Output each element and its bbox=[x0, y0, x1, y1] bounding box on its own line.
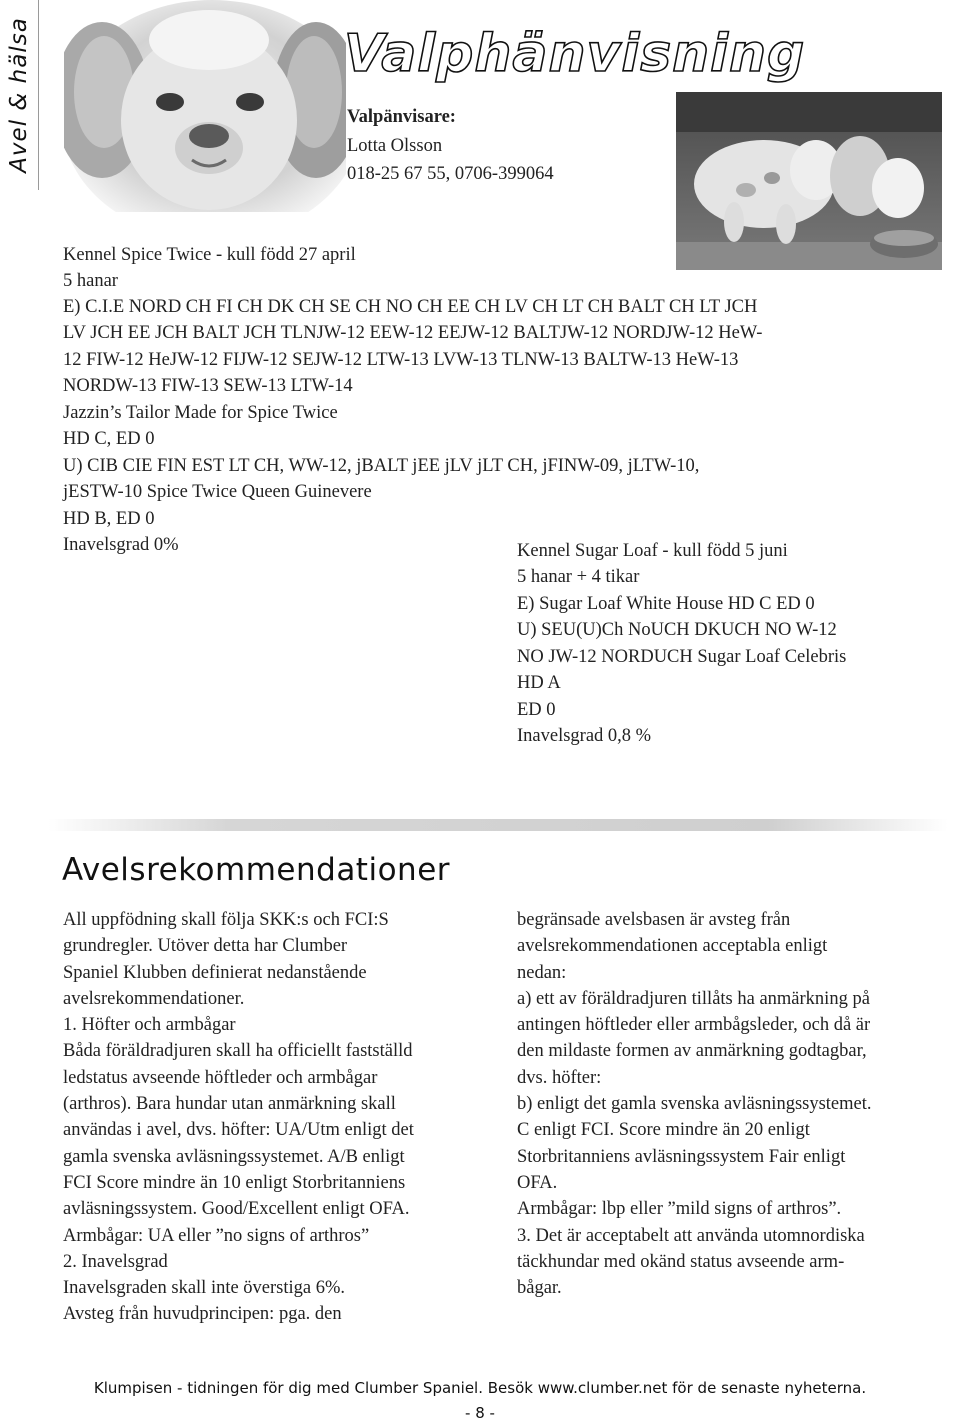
puppy-portrait-photo bbox=[64, 0, 346, 212]
litter1-line: 5 hanar bbox=[63, 271, 118, 291]
paragraph-line: användas i avel, dvs. höfter: UA/Utm enligt det bbox=[63, 1120, 414, 1141]
paragraph-line: nedan: bbox=[517, 962, 567, 983]
paragraph-line: 1. Höfter och armbågar bbox=[63, 1015, 236, 1036]
litter2-line: Inavelsgrad 0,8 % bbox=[517, 726, 652, 746]
recommendations-right-column bbox=[517, 907, 872, 1301]
litter1-line: E) C.I.E NORD CH FI CH DK CH SE CH NO CH EE CH LV CH LT CH BALT CH LT JCH bbox=[63, 297, 758, 317]
paragraph-line: avläsningssystem. Good/Excellent enligt OFA. bbox=[63, 1199, 410, 1220]
paragraph-line: Båda föräldradjuren skall ha officiellt fastställd bbox=[63, 1041, 413, 1062]
paragraph-line: Inavelsgraden skall inte överstiga 6%. bbox=[63, 1278, 346, 1299]
paragraph-line: Avsteg från huvudprincipen: pga. den bbox=[63, 1304, 342, 1325]
litter1-line: Kennel Spice Twice - kull född 27 april bbox=[63, 245, 356, 265]
paragraph-line: avelsrekommendationer. bbox=[63, 988, 245, 1009]
litter2-line: HD A bbox=[517, 673, 561, 693]
page-number: - 8 - bbox=[465, 1404, 495, 1422]
paragraph-line: FCI Score mindre än 10 enligt Storbritanniens bbox=[63, 1172, 406, 1193]
litter1-line: U) CIB CIE FIN EST LT CH, WW-12, jBALT jEE jLV jLT CH, jFINW-09, jLTW-10, bbox=[63, 456, 700, 476]
paragraph-line: täckhundar med okänd status avseende arm- bbox=[517, 1251, 845, 1272]
litter2-line: ED 0 bbox=[517, 700, 556, 720]
paragraph-line: 3. Det är acceptabelt att använda utomnordiska bbox=[517, 1225, 865, 1246]
section-divider bbox=[48, 819, 948, 831]
paragraph-line: OFA. bbox=[517, 1172, 558, 1193]
paragraph-line: (arthros). Bara hundar utan anmärkning skall bbox=[63, 1094, 396, 1115]
paragraph-line: All uppfödning skall följa SKK:s och FCI:S bbox=[63, 910, 389, 930]
litter1-line: NORDW-13 FIW-13 SEW-13 LTW-14 bbox=[63, 376, 353, 396]
litter1-line: Jazzin’s Tailor Made for Spice Twice bbox=[63, 403, 338, 423]
contact-phone: 018-25 67 55, 0706-399064 bbox=[347, 164, 554, 184]
section-title: Avelsrekommendationer bbox=[62, 852, 451, 888]
paragraph-line: grundregler. Utöver detta har Clumber bbox=[63, 936, 348, 957]
litter2-line: NO JW-12 NORDUCH Sugar Loaf Celebris bbox=[517, 647, 847, 667]
paragraph-line: Armbågar: lbp eller ”mild signs of arthros”. bbox=[517, 1199, 842, 1220]
paragraph-line: antingen höftleder eller armbågsleder, och då är bbox=[517, 1015, 871, 1036]
recommendations-left-column bbox=[63, 907, 414, 1328]
paragraph-line: b) enligt det gamla svenska avläsningssystemet. bbox=[517, 1094, 872, 1115]
paragraph-line: gamla svenska avläsningssystemet. A/B enligt bbox=[63, 1146, 405, 1167]
paragraph-line: avelsrekommendationen acceptabla enligt bbox=[517, 936, 828, 957]
section-tab-label: Avel & hälsa bbox=[6, 17, 32, 173]
litter1-line: HD B, ED 0 bbox=[63, 509, 155, 529]
paragraph-line: ledstatus avseende höftleder och armbågar bbox=[63, 1067, 378, 1088]
litter2-line: E) Sugar Loaf White House HD C ED 0 bbox=[517, 594, 815, 614]
page-footer: Klumpisen - tidningen för dig med Clumber Spaniel. Besök www.clumber.net för de senaste nyheterna. bbox=[93, 1379, 867, 1397]
litter2-line: 5 hanar + 4 tikar bbox=[517, 567, 640, 587]
paragraph-line: den mildaste formen av anmärkning godtagbar, bbox=[517, 1041, 867, 1062]
paragraph-line: begränsade avelsbasen är avsteg från bbox=[517, 910, 791, 930]
section-tab bbox=[0, 0, 39, 190]
litter1-line: jESTW-10 Spice Twice Queen Guinevere bbox=[63, 482, 372, 502]
paragraph-line: C enligt FCI. Score mindre än 20 enligt bbox=[517, 1120, 810, 1141]
page-title: Valphänvisning bbox=[344, 24, 806, 84]
litter2-line: Kennel Sugar Loaf - kull född 5 juni bbox=[517, 541, 788, 561]
litter1-line: LV JCH EE JCH BALT JCH TLNJW-12 EEW-12 EEJW-12 BALTJW-12 NORDJW-12 HeW- bbox=[63, 323, 763, 343]
paragraph-line: Storbritanniens avläsningssystem Fair enligt bbox=[517, 1146, 846, 1167]
paragraph-line: dvs. höfter: bbox=[517, 1067, 602, 1088]
paragraph-line: bågar. bbox=[517, 1278, 562, 1299]
litter2-line: U) SEU(U)Ch NoUCH DKUCH NO W-12 bbox=[517, 620, 837, 640]
paragraph-line: Spaniel Klubben definierat nedanstående bbox=[63, 962, 367, 983]
contact-name: Lotta Olsson bbox=[347, 136, 443, 156]
contact-label: Valpänvisare: bbox=[347, 107, 456, 127]
litter1-line: 12 FIW-12 HeJW-12 FIJW-12 SEJW-12 LTW-13 LVW-13 TLNW-13 BALTW-13 HeW-13 bbox=[63, 350, 739, 370]
paragraph-line: Armbågar: UA eller ”no signs of arthros” bbox=[63, 1225, 370, 1246]
puppies-group-photo bbox=[676, 92, 942, 270]
paragraph-line: a) ett av föräldradjuren tillåts ha anmärkning på bbox=[517, 988, 870, 1009]
paragraph-line: 2. Inavelsgrad bbox=[63, 1251, 168, 1272]
litter1-line: HD C, ED 0 bbox=[63, 429, 155, 449]
litter1-line: Inavelsgrad 0% bbox=[63, 535, 179, 555]
